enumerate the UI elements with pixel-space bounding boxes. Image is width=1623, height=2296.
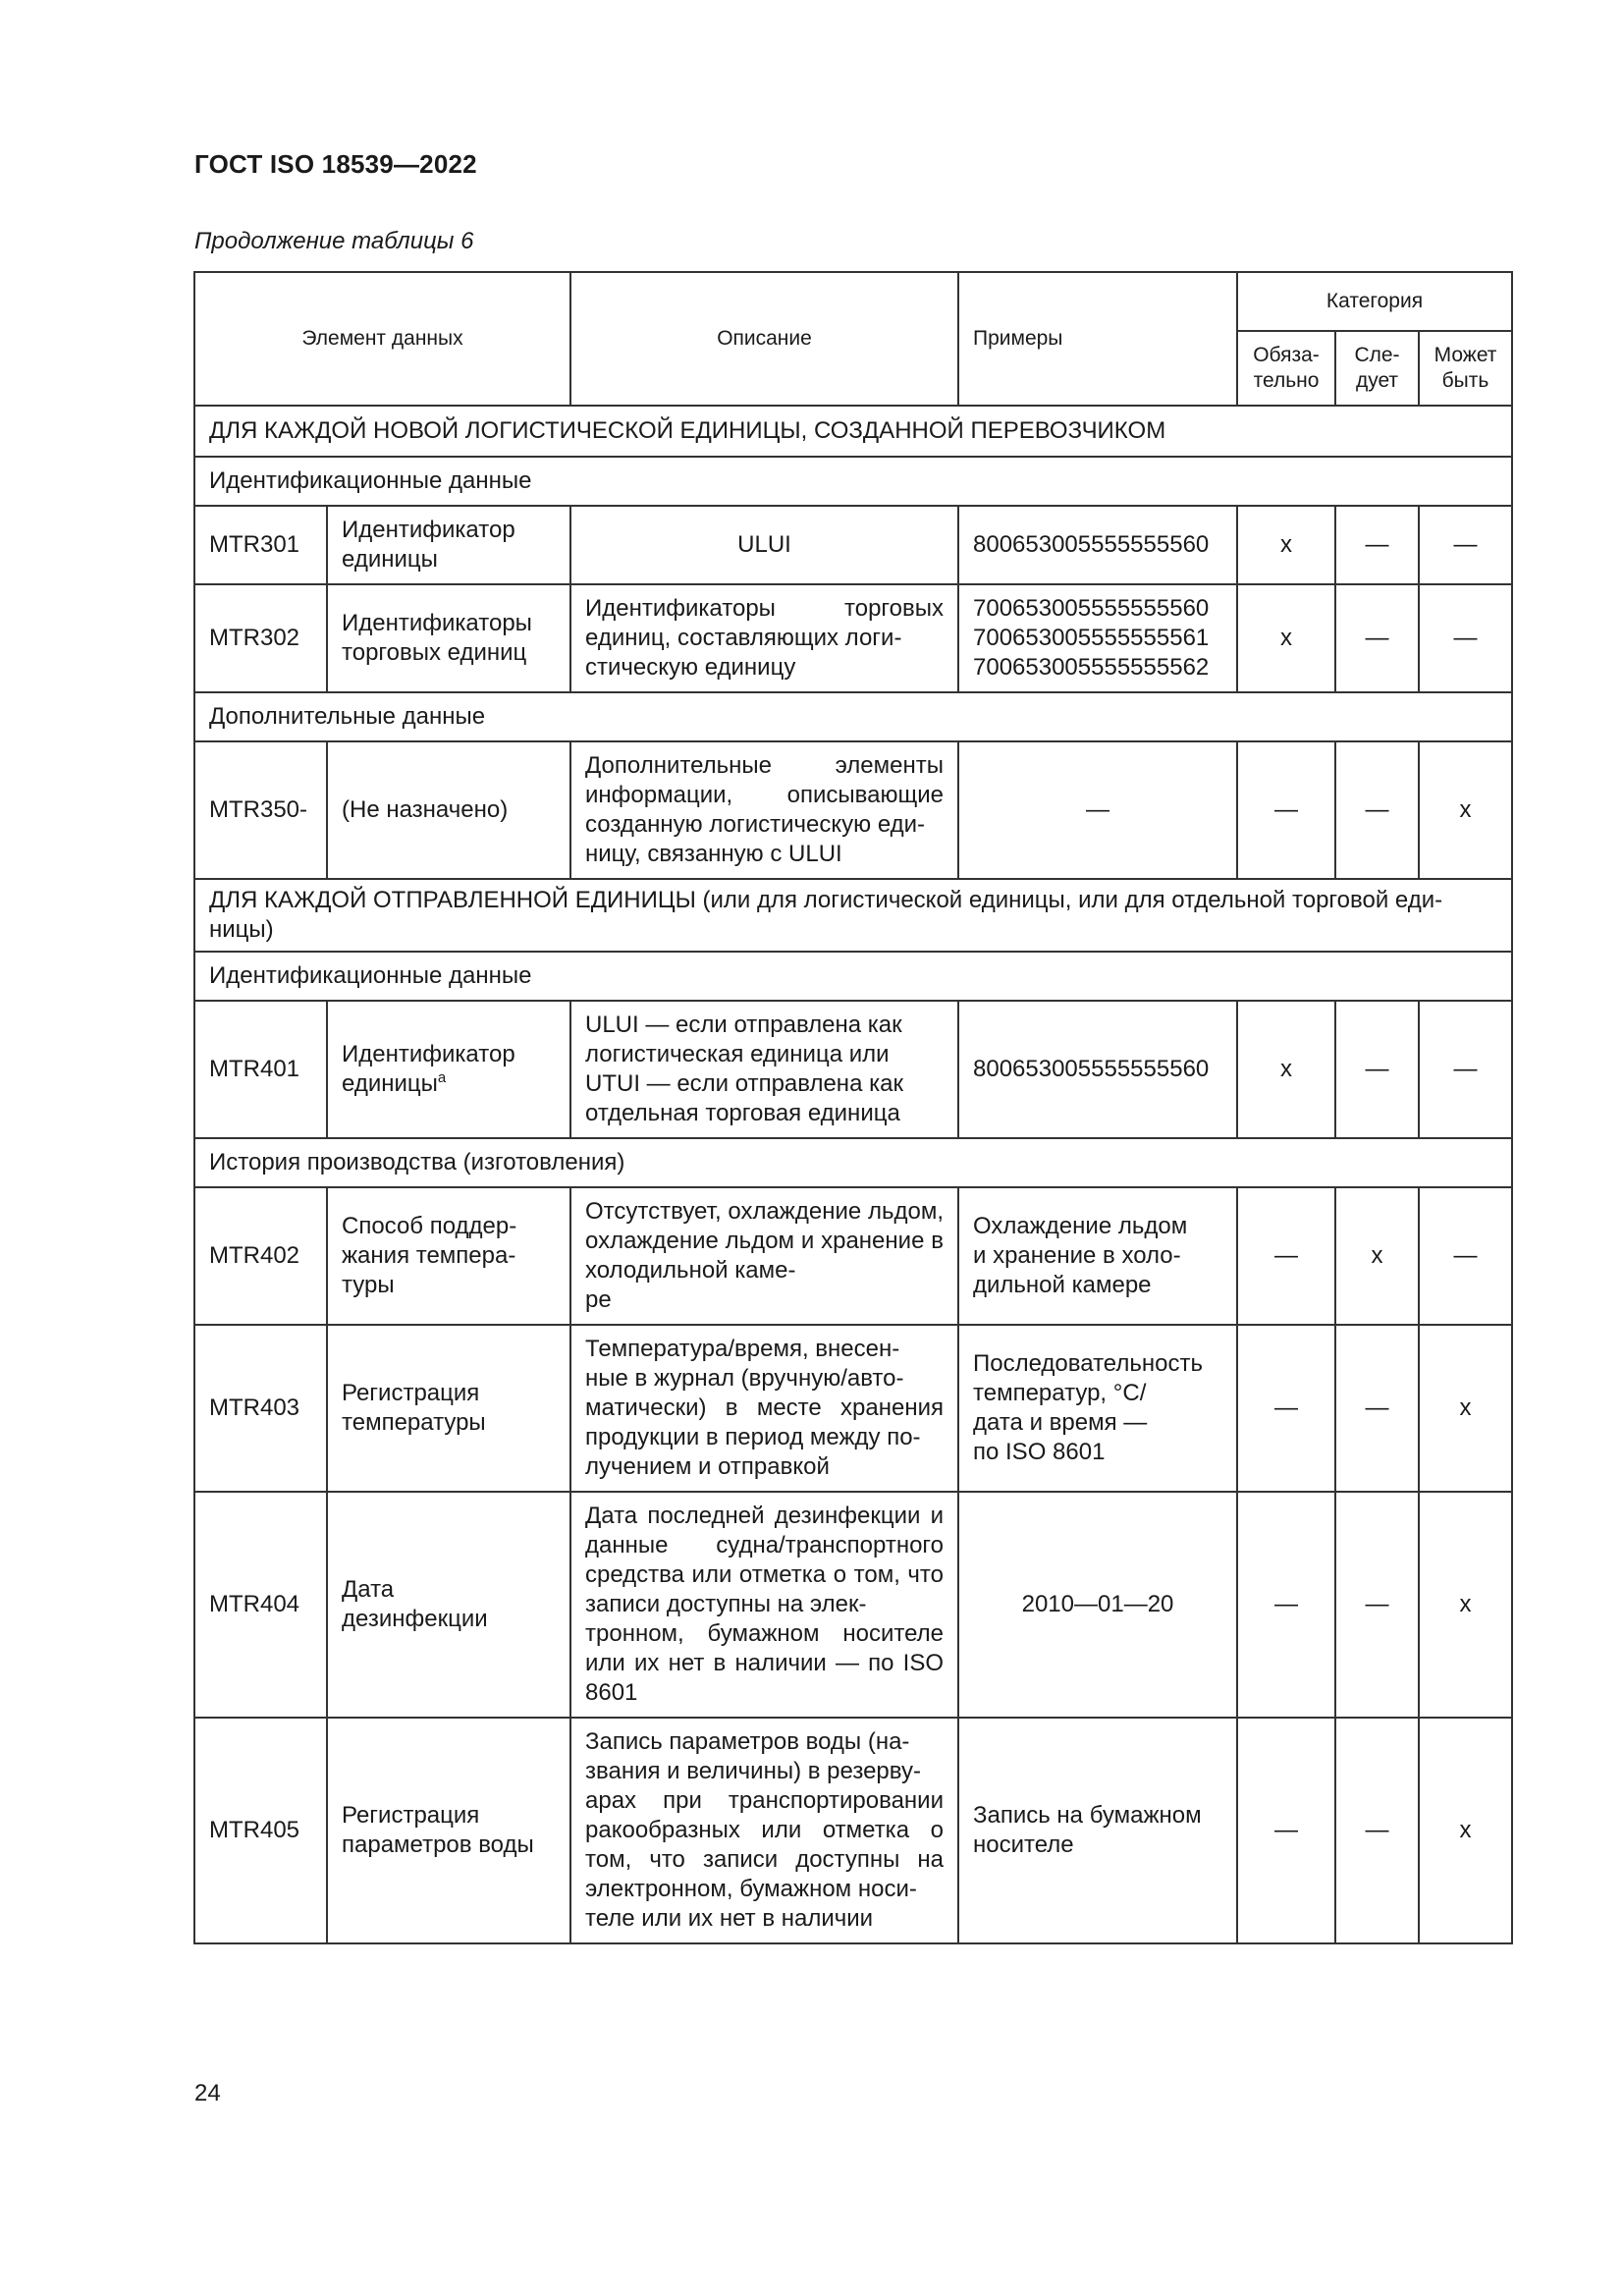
category-may: x xyxy=(1419,1492,1512,1718)
group-row-identification xyxy=(194,457,1512,506)
element-code: MTR402 xyxy=(194,1187,327,1325)
element-example: 2010—01—20 xyxy=(958,1492,1237,1718)
category-may: — xyxy=(1419,506,1512,584)
section-title xyxy=(194,879,1512,952)
category-should: — xyxy=(1335,1325,1419,1492)
category-may: x xyxy=(1419,741,1512,879)
section-title: ДЛЯ КАЖДОЙ НОВОЙ ЛОГИСТИЧЕСКОЙ ЕДИНИЦЫ, СОЗДАННОЙ ПЕРЕВОЗЧИКОМ xyxy=(194,406,1512,457)
table-row xyxy=(194,1718,1512,1943)
page-number: 24 xyxy=(194,2080,221,2106)
category-mandatory: — xyxy=(1237,741,1335,879)
group-row-production-history xyxy=(194,1138,1512,1187)
element-example: 800653005555555560 xyxy=(958,1001,1237,1138)
element-name: Способ поддер- жания темпера- туры xyxy=(327,1187,570,1325)
data-elements-table xyxy=(193,271,1513,1944)
header-description: Описание xyxy=(570,272,958,406)
element-description: Температура/время, внесен- ные в журнал (вручную/авто- матически) в месте хранения продукции в период между по- лучением и отправкой xyxy=(570,1325,958,1492)
category-mandatory: — xyxy=(1237,1718,1335,1943)
footnote-marker: a xyxy=(437,1069,447,1086)
category-should: — xyxy=(1335,506,1419,584)
element-name: Регистрация параметров воды xyxy=(327,1718,570,1943)
category-mandatory: — xyxy=(1237,1325,1335,1492)
group-title: Дополнительные данные xyxy=(194,692,1512,741)
element-description: Дополнительные элементы информации, описывающие созданную логистическую еди- ницу, связанную с ULUI xyxy=(570,741,958,879)
category-should: — xyxy=(1335,741,1419,879)
element-name: Идентификаторы торговых единиц xyxy=(327,584,570,692)
table-row xyxy=(194,1325,1512,1492)
element-example: 800653005555555560 xyxy=(958,506,1237,584)
header-element: Элемент данных xyxy=(194,272,570,406)
element-description: ULUI xyxy=(570,506,958,584)
table-header-row xyxy=(194,272,1512,331)
element-example: Охлаждение льдом и хранение в холо- дильной камере xyxy=(958,1187,1237,1325)
category-mandatory: — xyxy=(1237,1492,1335,1718)
table-row xyxy=(194,506,1512,584)
group-title: Идентификационные данные xyxy=(194,457,1512,506)
group-row-identification xyxy=(194,952,1512,1001)
section-title-caps: ДЛЯ КАЖДОЙ ОТПРАВЛЕННОЙ ЕДИНИЦЫ xyxy=(209,887,696,913)
section-row-new-unit xyxy=(194,406,1512,457)
category-should: — xyxy=(1335,584,1419,692)
element-code: MTR301 xyxy=(194,506,327,584)
category-may: — xyxy=(1419,1187,1512,1325)
table-row xyxy=(194,584,1512,692)
element-name xyxy=(327,1001,570,1138)
group-row-extra xyxy=(194,692,1512,741)
table-row xyxy=(194,1492,1512,1718)
category-may: x xyxy=(1419,1325,1512,1492)
element-code: MTR302 xyxy=(194,584,327,692)
category-should: x xyxy=(1335,1187,1419,1325)
category-should: — xyxy=(1335,1492,1419,1718)
category-may: — xyxy=(1419,1001,1512,1138)
header-category: Категория xyxy=(1237,272,1512,331)
element-code: MTR403 xyxy=(194,1325,327,1492)
element-description: ULUI — если отправлена как логистическая единица или UTUI — если отправлена как отдельная торговая единица xyxy=(570,1001,958,1138)
element-example: 700653005555555560 700653005555555561 700653005555555562 xyxy=(958,584,1237,692)
header-may: Может быть xyxy=(1419,331,1512,406)
element-name: Регистрация температуры xyxy=(327,1325,570,1492)
category-may: — xyxy=(1419,584,1512,692)
element-name: Идентификатор единицы xyxy=(327,506,570,584)
section-title-note: (или для логистической единицы, или для отдельной торговой еди- ницы) xyxy=(209,887,1443,943)
document-code: ГОСТ ISO 18539—2022 xyxy=(194,149,477,179)
section-row-shipped-unit xyxy=(194,879,1512,952)
element-example: Запись на бумажном носителе xyxy=(958,1718,1237,1943)
category-mandatory: x xyxy=(1237,584,1335,692)
category-may: x xyxy=(1419,1718,1512,1943)
header-mandatory: Обяза- тельно xyxy=(1237,331,1335,406)
table-row xyxy=(194,741,1512,879)
category-mandatory: x xyxy=(1237,1001,1335,1138)
element-description: Запись параметров воды (на- звания и величины) в резерву- арах при транспортировании ракообразных или отметка о том, что записи доступны на электронном, бумажном носи- теле или их нет в наличии xyxy=(570,1718,958,1943)
element-name: (Не назначено) xyxy=(327,741,570,879)
category-mandatory: x xyxy=(1237,506,1335,584)
category-should: — xyxy=(1335,1718,1419,1943)
table-row xyxy=(194,1187,1512,1325)
element-code: MTR404 xyxy=(194,1492,327,1718)
element-code: MTR405 xyxy=(194,1718,327,1943)
element-description: Дата последней дезинфекции и данные судна/транспортного средства или отметка о том, что записи доступны на элек- тронном, бумажном носителе или их нет в наличии — по ISO 8601 xyxy=(570,1492,958,1718)
table-continuation-caption: Продолжение таблицы 6 xyxy=(194,228,474,254)
category-mandatory: — xyxy=(1237,1187,1335,1325)
element-code: MTR350- xyxy=(194,741,327,879)
element-example: Последовательность температур, °C/ дата и время — по ISO 8601 xyxy=(958,1325,1237,1492)
table-row xyxy=(194,1001,1512,1138)
group-title: История производства (изготовления) xyxy=(194,1138,1512,1187)
header-examples: Примеры xyxy=(958,272,1237,406)
group-title: Идентификационные данные xyxy=(194,952,1512,1001)
category-should: — xyxy=(1335,1001,1419,1138)
element-name: Дата дезинфекции xyxy=(327,1492,570,1718)
header-should: Сле- дует xyxy=(1335,331,1419,406)
element-name-text: Идентификатор единицы xyxy=(342,1041,515,1097)
element-example: — xyxy=(958,741,1237,879)
element-code: MTR401 xyxy=(194,1001,327,1138)
element-description: Идентификаторы торговых единиц, составляющих логи- стическую единицу xyxy=(570,584,958,692)
element-description: Отсутствует, охлаждение льдом, охлаждение льдом и хранение в холодильной каме- ре xyxy=(570,1187,958,1325)
